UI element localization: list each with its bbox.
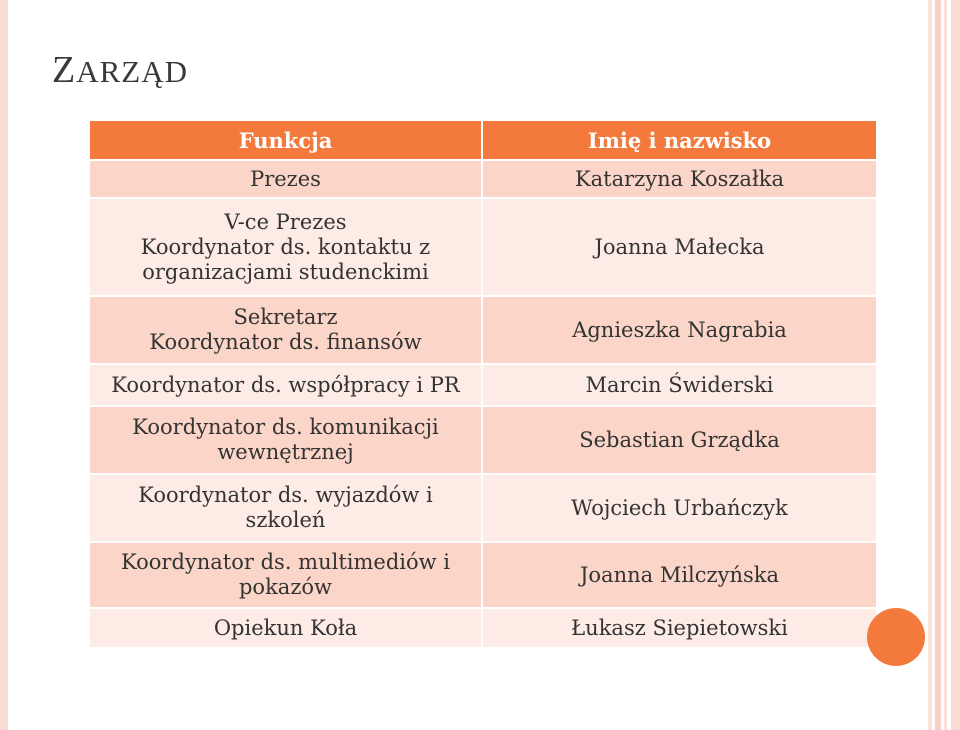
function-cell [89, 198, 482, 296]
function-line: Opiekun Koła [213, 615, 358, 640]
table-row [89, 198, 877, 296]
table-row [89, 406, 877, 474]
name-cell: Katarzyna Koszałka [482, 160, 877, 198]
function-line: Koordynator ds. kontaktu z [140, 234, 431, 259]
function-line: Koordynator ds. współpracy i PR [111, 372, 460, 397]
table-row [89, 364, 877, 406]
function-cell [89, 160, 482, 198]
function-line: wewnętrznej [217, 440, 354, 464]
name-cell: Sebastian Grządka [482, 406, 877, 474]
function-cell [89, 296, 482, 364]
function-line: pokazów [238, 575, 332, 599]
function-line: organizacjami studenckimi [142, 259, 429, 284]
header-name: Imię i nazwisko [482, 120, 877, 160]
left-decorative-stripe [0, 0, 8, 730]
name-cell: Marcin Świderski [482, 364, 877, 406]
decorative-circle [867, 608, 925, 666]
name-cell: Joanna Milczyńska [482, 542, 877, 608]
table-row [89, 608, 877, 648]
function-cell [89, 542, 482, 608]
table-row [89, 542, 877, 608]
board-table [88, 119, 878, 649]
function-line: Prezes [250, 166, 321, 191]
name-cell: Łukasz Siepietowski [482, 608, 877, 648]
name-cell: Joanna Małecka [482, 198, 877, 296]
function-line: Koordynator ds. finansów [149, 330, 422, 354]
function-line: Koordynator ds. komunikacji [132, 415, 439, 439]
function-line: Koordynator ds. multimediów i [121, 550, 450, 574]
function-line: Sekretarz [233, 305, 338, 329]
function-cell [89, 608, 482, 648]
name-cell: Agnieszka Nagrabia [482, 296, 877, 364]
function-line: Koordynator ds. wyjazdów i [138, 483, 433, 507]
function-cell [89, 364, 482, 406]
page-title: ZARZĄD [52, 49, 188, 91]
table-header-row [89, 120, 877, 160]
header-function: Funkcja [89, 120, 482, 160]
function-cell [89, 406, 482, 474]
table-row [89, 474, 877, 542]
name-cell: Wojciech Urbańczyk [482, 474, 877, 542]
function-line: szkoleń [245, 508, 326, 532]
table-row [89, 296, 877, 364]
table-row [89, 160, 877, 198]
right-decorative-stripes [928, 0, 960, 730]
function-line: V-ce Prezes [224, 209, 347, 234]
function-cell [89, 474, 482, 542]
